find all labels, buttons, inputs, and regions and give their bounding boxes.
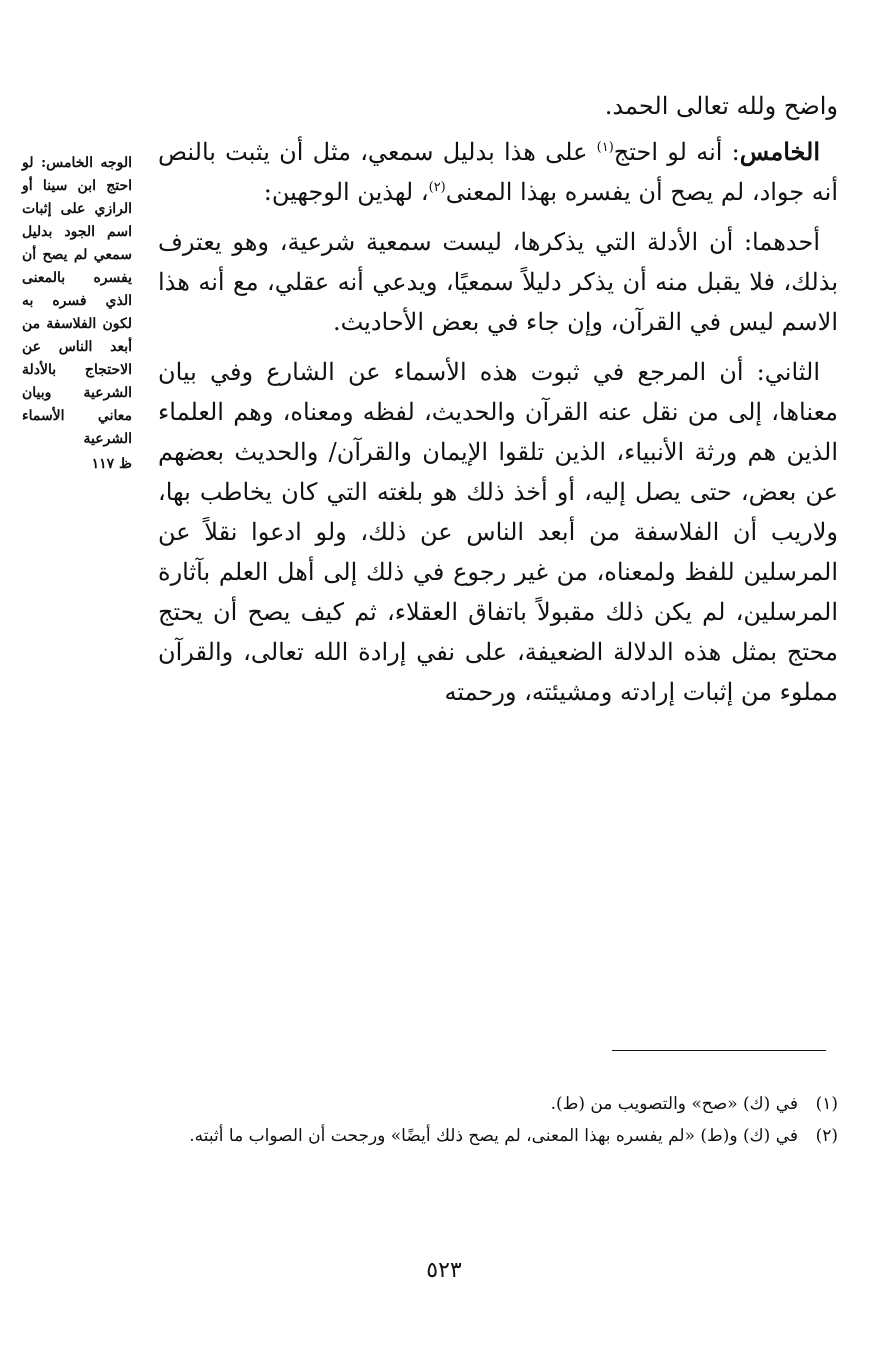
footnote-ref-2: (٢): [428, 180, 446, 195]
paragraph-first-aspect: أحدهما: أن الأدلة التي يذكرها، ليست سمعية شرعية، وهو يعترف بذلك، فلا يقبل منه أن يذكر دليلاً سمعيًا، ويدعي أنه عقلي، مع أنه هذا الاسم ليس في القرآن، وإن جاء في بعض الأحاديث.: [158, 228, 838, 336]
manuscript-folio-ref: ظ ١١٧: [91, 456, 132, 472]
paragraph-fifth-part-a: : أنه لو احتج: [613, 138, 740, 166]
fifth-label: الخامس: [739, 137, 821, 166]
footnote-ref-1: (١): [596, 140, 614, 155]
paragraph-fifth: [158, 132, 838, 212]
paragraph-fifth-part-b: على هذا بدليل سمعي، مثل أن يثبت بالنص أنه جواد، لم يصح أن يفسره بهذا المعنى: [158, 138, 838, 206]
margin-note-text: الوجه الخامس: لو احتج ابن سينا أو الرازي على إثبات اسم الجود بدليل سمعي لم يصح أن يفسره بالمعنى الذي فسره به لكون الفلاسفة من أبعد الناس عن الاحتجاج بالأدلة الشرعية وبيان معاني الأسماء الشرعية: [22, 155, 132, 447]
opening-line: واضح ولله تعالى الحمد.: [604, 92, 838, 120]
footnote-number: (١): [815, 1094, 838, 1114]
main-text: [158, 86, 838, 722]
footnote-number: (٢): [815, 1126, 838, 1146]
page-number: ٥٢٣: [426, 1258, 462, 1283]
footnote-text: في (ك) «صح» والتصويب من (ط).: [550, 1094, 798, 1114]
footnote-1: [158, 1088, 838, 1120]
footnotes: [158, 1088, 838, 1152]
paragraph-fifth-part-c: ، لهذين الوجهين:: [263, 178, 429, 206]
margin-note: [22, 152, 132, 476]
footnote-text: في (ك) و(ط) «لم يفسره بهذا المعنى، لم يصح ذلك أيضًا» ورجحت أن الصواب ما أثبته.: [189, 1126, 798, 1146]
footnote-2: [158, 1120, 838, 1152]
paragraph-second-aspect: الثاني: أن المرجع في ثبوت هذه الأسماء عن الشارع وفي بيان معناها، إلى من نقل عنه القرآن والحديث، لفظه ومعناه، وهم العلماء الذين هم ورثة الأنبياء، الذين تلقوا الإيمان والقرآن/ والحديث بعضهم عن بعض، حتى يصل إليه، أو أخذ ذلك هو بلغته التي كان يخاطب بها، ولاريب أن الفلاسفة من أبعد الناس عن ذلك، ولو ادعوا نقلاً عن المرسلين للفظ ولمعناه، من غير رجوع في ذلك إلى أهل العلم بآثارة المرسلين، لم يكن ذلك مقبولاً باتفاق العقلاء، ثم كيف يصح أن يحتج محتج بمثل هذه الدلالة الضعيفة، على نفي إرادة الله تعالى، والقرآن مملوء من إثبات إرادته ومشيئته، ورحمته: [158, 358, 839, 706]
footnote-divider: [612, 1050, 826, 1051]
